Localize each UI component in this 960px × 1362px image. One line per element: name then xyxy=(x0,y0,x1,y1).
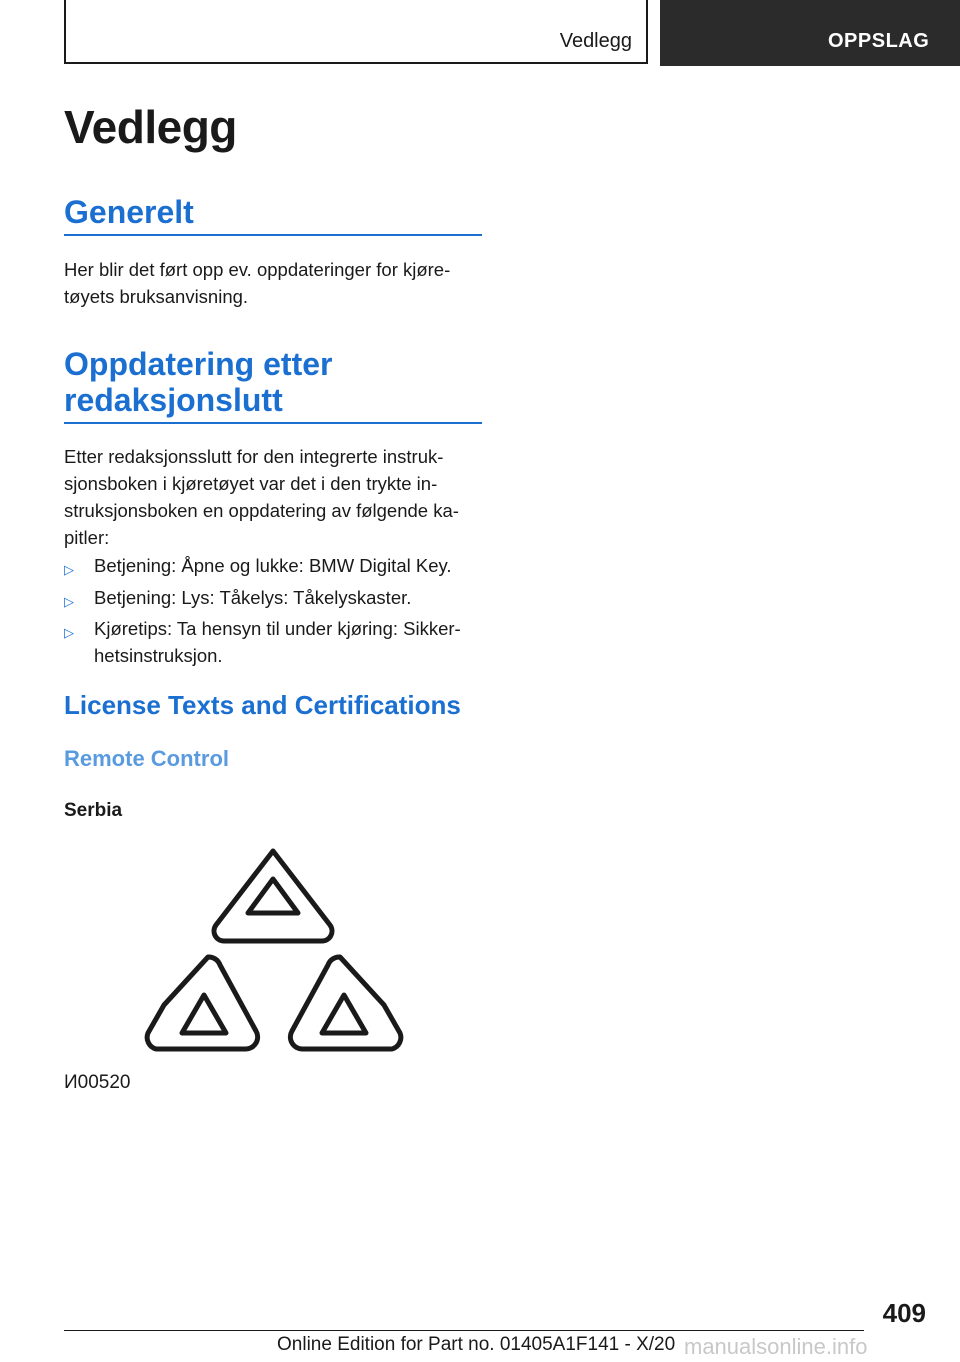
header-section-box xyxy=(64,0,648,64)
paragraph-line: sjonsboken i kjøretøyet var det i den trykte in- xyxy=(64,473,438,494)
paragraph-line: Her blir det ført opp ev. oppdateringer for kjøre- xyxy=(64,259,451,280)
heading-line: redaksjonslutt xyxy=(64,382,283,418)
heading-rule xyxy=(64,422,482,424)
footer-rule xyxy=(64,1330,864,1331)
triangle-bullet-icon: ▷ xyxy=(64,625,74,640)
page-title: Vedlegg xyxy=(64,101,237,153)
triangle-bullet-icon: ▷ xyxy=(64,562,74,577)
subheading-remote-control: Remote Control xyxy=(64,746,229,771)
update-paragraph xyxy=(64,443,482,551)
list-item-line: Kjøretips: Ta hensyn til under kjøring: Sikker- xyxy=(94,618,461,639)
serbian-certification-triangles-icon xyxy=(144,845,404,1057)
list-item-text xyxy=(94,615,461,669)
triangle-bullet-icon: ▷ xyxy=(64,594,74,609)
heading-rule xyxy=(64,234,482,236)
certification-code: И00520 xyxy=(64,1072,131,1093)
paragraph-line: pitler: xyxy=(64,527,110,548)
list-item-line: hetsinstruksjon. xyxy=(94,645,223,666)
paragraph-line: struksjonsboken en oppdatering av følgende ka- xyxy=(64,500,459,521)
heading-general: Generelt xyxy=(64,194,194,230)
country-label: Serbia xyxy=(64,800,123,821)
watermark: manualsonline.info xyxy=(684,1334,868,1359)
header-section-title: Vedlegg xyxy=(559,30,632,52)
header-tab xyxy=(660,0,960,66)
list-item-line: Betjening: Lys: Tåkelys: Tåkelyskaster. xyxy=(94,587,412,608)
list-item-text xyxy=(94,584,411,611)
paragraph-line: Etter redaksjonsslutt for den integrerte instruk- xyxy=(64,446,444,467)
footer-edition: Online Edition for Part no. 01405A1F141 - X/20 xyxy=(277,1334,676,1355)
list-item-text xyxy=(94,552,452,579)
page-number: 409 xyxy=(882,1298,926,1328)
heading-update xyxy=(64,346,482,418)
heading-license: License Texts and Certifications xyxy=(64,690,461,720)
heading-line: Oppdatering etter xyxy=(64,346,333,382)
list-item-line: Betjening: Åpne og lukke: BMW Digital Key. xyxy=(94,555,452,576)
general-paragraph xyxy=(64,256,482,310)
header-tab-label: OPPSLAG xyxy=(828,30,930,52)
paragraph-line: tøyets bruksanvisning. xyxy=(64,286,249,307)
